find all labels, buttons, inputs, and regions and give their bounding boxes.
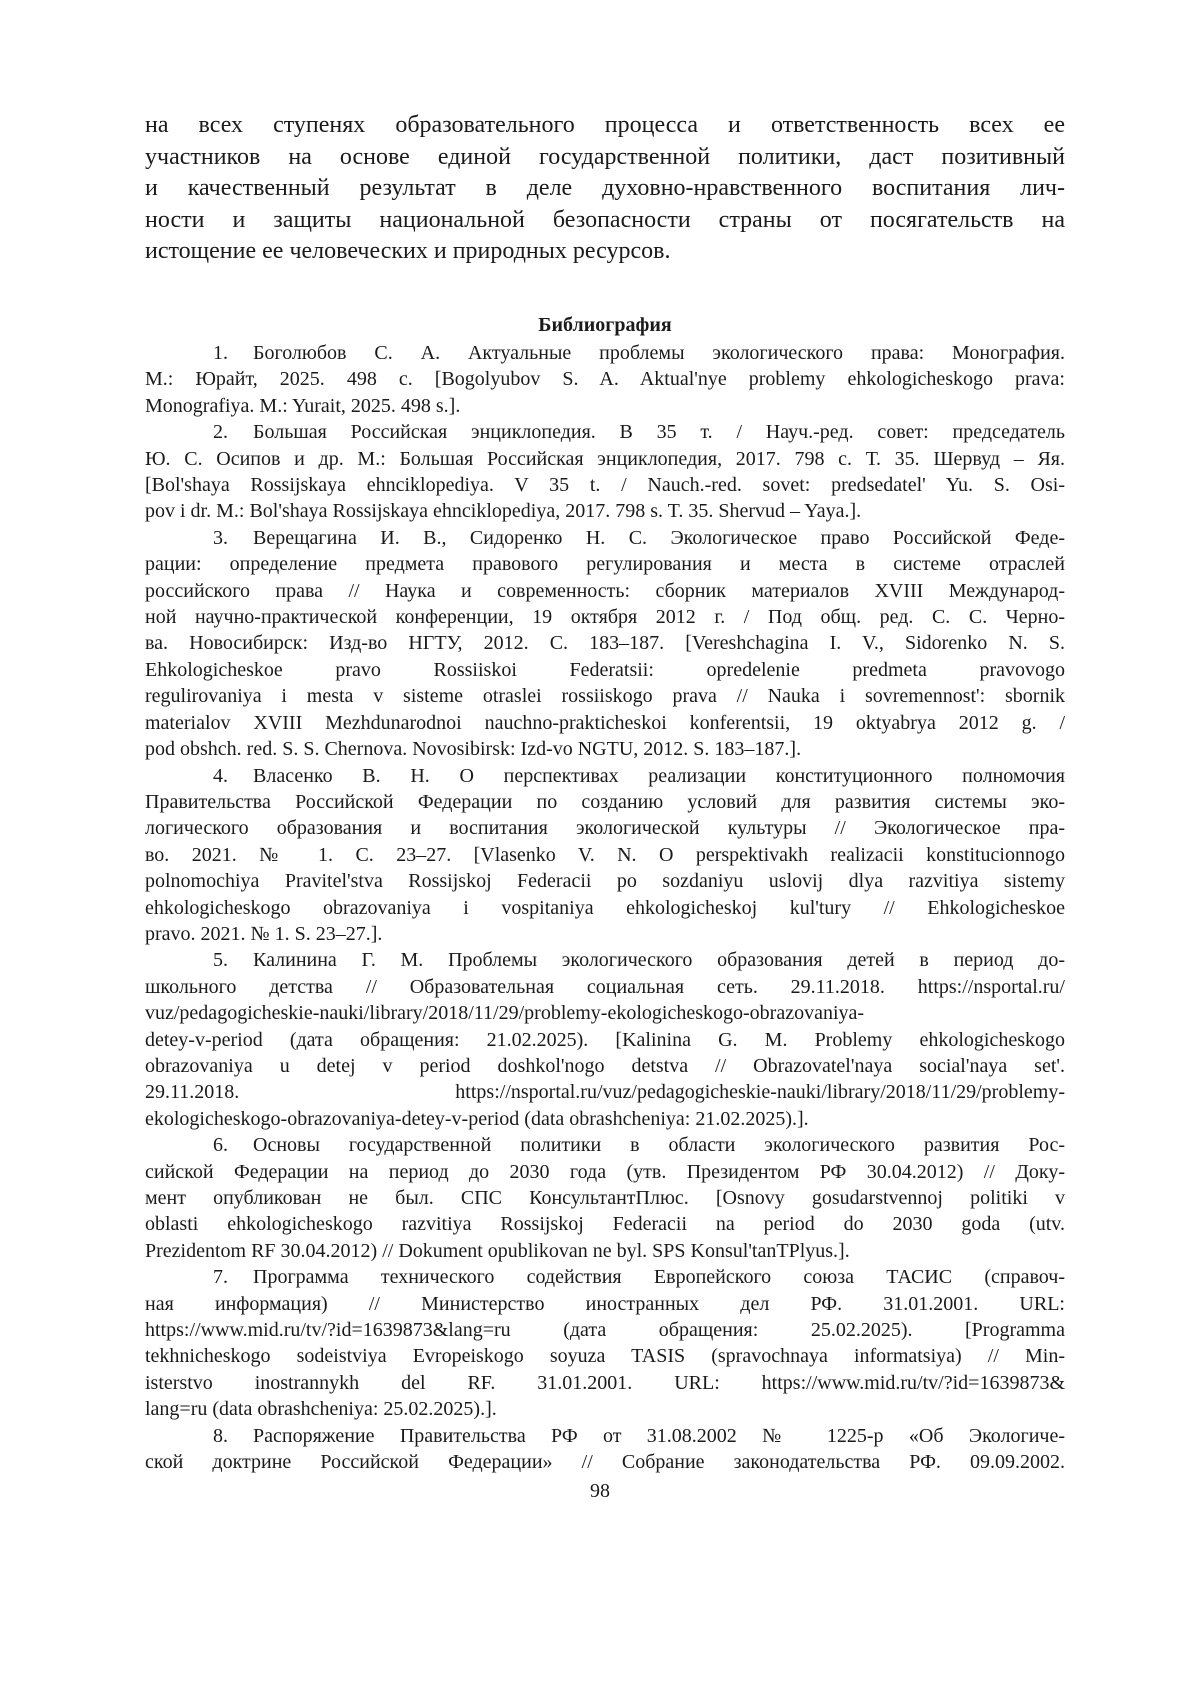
entry-line: lang=ru (data obrashcheniya: 25.02.2025).]. [145, 1396, 1065, 1422]
entry-number: 1. [213, 340, 253, 366]
entry-text: Программа технического содействия Европейского союза ТАСИС (справоч- [253, 1266, 1065, 1288]
entry-line: polnomochiya Pravitel'stva Rossijskoj Federacii po sozdaniyu uslovij dlya razvitiya sistemy [145, 868, 1065, 894]
entry-line: мент опубликован не был. СПС КонсультантПлюс. [Osnovy gosudarstvennoj politiki v [145, 1185, 1065, 1211]
entry-line: ной научно-практической конференции, 19 октября 2012 г. / Под общ. ред. С. С. Черно- [145, 604, 1065, 630]
entry-number: 4. [213, 763, 253, 789]
bibliography-entry [145, 947, 1065, 1132]
entry-line: pravo. 2021. № 1. S. 23–27.]. [145, 921, 1065, 947]
entry-line: Правительства Российской Федерации по созданию условий для развития системы эко- [145, 789, 1065, 815]
entry-line [145, 947, 1065, 973]
entry-line: ная информация) // Министерство иностранных дел РФ. 31.01.2001. URL: [145, 1291, 1065, 1317]
bibliography-entry [145, 1423, 1065, 1476]
entry-line [145, 419, 1065, 445]
page-number: 98 [0, 1480, 1200, 1503]
entry-text: Калинина Г. М. Проблемы экологического образования детей в период до- [253, 949, 1065, 971]
entry-line: Prezidentom RF 30.04.2012) // Dokument opublikovan ne byl. SPS Konsul'tanTPlyus.]. [145, 1238, 1065, 1264]
entry-number: 8. [213, 1423, 253, 1449]
entry-line: vuz/pedagogicheskie-nauki/library/2018/11/29/problemy-ekologicheskogo-obrazovaniya- [145, 1000, 1065, 1026]
entry-line: школьного детства // Образовательная социальная сеть. 29.11.2018. https://nsportal.ru/ [145, 974, 1065, 1000]
entry-number: 6. [213, 1132, 253, 1158]
entry-line: сийской Федерации на период до 2030 года (утв. Президентом РФ 30.04.2012) // Доку- [145, 1159, 1065, 1185]
entry-line: regulirovaniya i mesta v sisteme otraslei rossiiskogo prava // Nauka i sovremennost': sbornik [145, 683, 1065, 709]
entry-line: https://www.mid.ru/tv/?id=1639873&lang=ru (дата обращения: 25.02.2025). [Programma [145, 1317, 1065, 1343]
entry-line: obrazovaniya u detej v period doshkol'nogo detstva // Obrazovatel'naya social'naya set'. [145, 1053, 1065, 1079]
bibliography-entry [145, 419, 1065, 525]
entry-line: pod obshch. red. S. S. Chernova. Novosibirsk: Izd-vo NGTU, 2012. S. 183–187.]. [145, 736, 1065, 762]
entry-number: 2. [213, 419, 253, 445]
text-line: и качественный результат в деле духовно-нравственного воспитания лич- [145, 173, 1065, 205]
bibliography-entry [145, 525, 1065, 763]
text-line: ности и защиты национальной безопасности страны от посягательств на [145, 205, 1065, 237]
entry-line: Ю. С. Осипов и др. М.: Большая Российская энциклопедия, 2017. 798 с. Т. 35. Шервуд – Яя. [145, 446, 1065, 472]
entry-line: tekhnicheskogo sodeistviya Evropeiskogo soyuza TASIS (spravochnaya informatsiya) // Min- [145, 1343, 1065, 1369]
bibliography-heading: Библиография [145, 312, 1065, 338]
entry-line: рации: определение предмета правового регулирования и места в системе отраслей [145, 551, 1065, 577]
entry-line [145, 763, 1065, 789]
entry-line: detey-v-period (дата обращения: 21.02.2025). [Kalinina G. M. Problemy ehkologicheskogo [145, 1027, 1065, 1053]
entry-line [145, 525, 1065, 551]
bibliography-entry [145, 763, 1065, 948]
entry-text: Боголюбов С. А. Актуальные проблемы экологического права: Монография. [253, 342, 1065, 364]
bibliography-list [145, 340, 1065, 1475]
entry-line: pov i dr. M.: Bol'shaya Rossijskaya ehnciklopediya, 2017. 798 s. T. 35. Shervud – Yaya.]. [145, 498, 1065, 524]
entry-line: М.: Юрайт, 2025. 498 с. [Bogolyubov S. A. Aktual'nye problemy ehkologicheskogo prava: [145, 366, 1065, 392]
entry-line: Monografiya. M.: Yurait, 2025. 498 s.]. [145, 393, 1065, 419]
entry-line: логического образования и воспитания экологической культуры // Экологическое пра- [145, 815, 1065, 841]
entry-number: 5. [213, 947, 253, 973]
text-line: истощение ее человеческих и природных ресурсов. [145, 236, 1065, 268]
entry-line: materialov XVIII Mezhdunarodnoi nauchno-prakticheskoi konferentsii, 19 oktyabrya 2012 g. / [145, 710, 1065, 736]
bibliography-entry [145, 1264, 1065, 1422]
entry-number: 7. [213, 1264, 253, 1290]
entry-line: ehkologicheskogo obrazovaniya i vospitaniya ehkologicheskoj kul'tury // Ehkologicheskoe [145, 895, 1065, 921]
entry-line [145, 1264, 1065, 1290]
entry-line [145, 340, 1065, 366]
entry-line: ва. Новосибирск: Изд-во НГТУ, 2012. С. 183–187. [Vereshchagina I. V., Sidorenko N. S. [145, 630, 1065, 656]
intro-paragraph [145, 110, 1065, 268]
entry-line: ской доктрине Российской Федерации» // Собрание законодательства РФ. 09.09.2002. [145, 1449, 1065, 1475]
entry-text: Верещагина И. В., Сидоренко Н. С. Экологическое право Российской Феде- [253, 527, 1065, 549]
entry-text: Власенко В. Н. О перспективах реализации конституционного полномочия [253, 765, 1065, 787]
entry-line: ekologicheskogo-obrazovaniya-detey-v-period (data obrashcheniya: 21.02.2025).]. [145, 1106, 1065, 1132]
entry-text: Основы государственной политики в области экологического развития Рос- [253, 1134, 1065, 1156]
entry-text: Распоряжение Правительства РФ от 31.08.2002 № 1225-р «Об Экологиче- [253, 1425, 1065, 1447]
entry-line: isterstvo inostrannykh del RF. 31.01.2001. URL: https://www.mid.ru/tv/?id=1639873& [145, 1370, 1065, 1396]
entry-line: во. 2021. № 1. С. 23–27. [Vlasenko V. N. O perspektivakh realizacii konstitucionnogo [145, 842, 1065, 868]
entry-line: Ehkologicheskoe pravo Rossiiskoi Federatsii: opredelenie predmeta pravovogo [145, 657, 1065, 683]
entry-line: российского права // Наука и современность: сборник материалов XVIII Международ- [145, 578, 1065, 604]
entry-line [145, 1132, 1065, 1158]
text-line: на всех ступенях образовательного процесса и ответственность всех ее [145, 110, 1065, 142]
entry-line [145, 1423, 1065, 1449]
entry-line: [Bol'shaya Rossijskaya ehnciklopediya. V 35 t. / Nauch.-red. sovet: predsedatel' Yu. S. Osi- [145, 472, 1065, 498]
entry-line: oblasti ehkologicheskogo razvitiya Rossijskoj Federacii na period do 2030 goda (utv. [145, 1211, 1065, 1237]
entry-text: Большая Российская энциклопедия. В 35 т. / Науч.-ред. совет: председатель [253, 421, 1065, 443]
bibliography-entry [145, 340, 1065, 419]
text-line: участников на основе единой государственной политики, даст позитивный [145, 142, 1065, 174]
bibliography-entry [145, 1132, 1065, 1264]
entry-line: 29.11.2018. https://nsportal.ru/vuz/pedagogicheskie-nauki/library/2018/11/29/problemy- [145, 1079, 1065, 1105]
entry-number: 3. [213, 525, 253, 551]
